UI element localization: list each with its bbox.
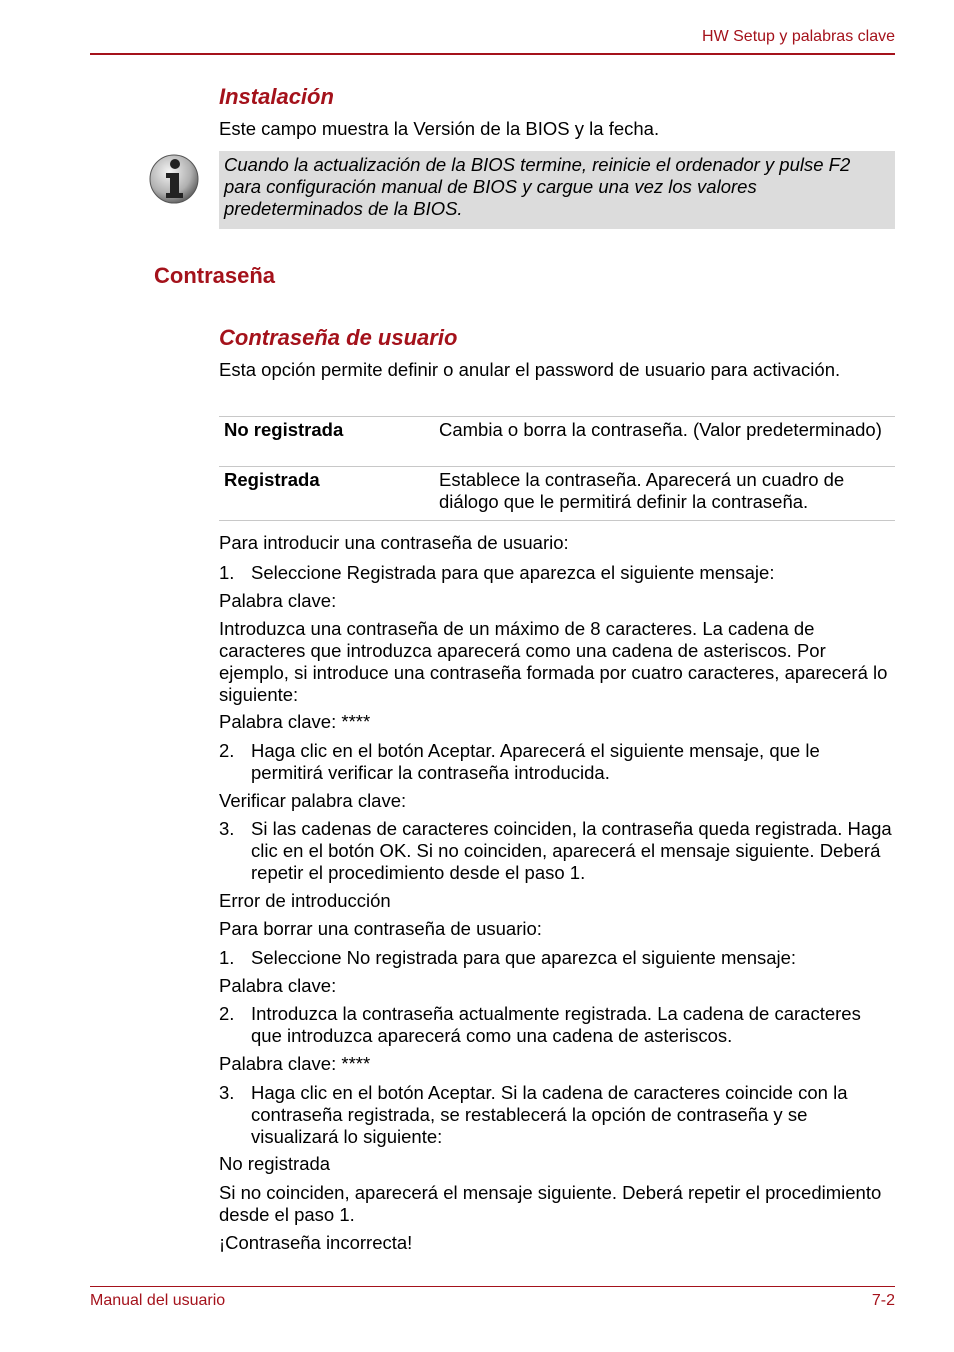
- list-text: Haga clic en el botón Aceptar. Si la cadena de caracteres coincide con la contraseña registrada, se restablecerá la opción de contraseña y se visualizará lo siguiente:: [251, 1082, 848, 1147]
- running-header: HW Setup y palabras clave: [702, 28, 895, 45]
- paragraph: Para borrar una contraseña de usuario:: [219, 918, 542, 939]
- info-icon: [148, 153, 200, 205]
- paragraph: Para introducir una contraseña de usuario:: [219, 532, 569, 553]
- paragraph: Palabra clave:: [219, 975, 337, 996]
- list-item: [219, 1003, 895, 1047]
- list-text: Seleccione Registrada para que aparezca el siguiente mensaje:: [251, 562, 775, 583]
- header-rule: [90, 53, 895, 55]
- list-number: 3.: [219, 818, 235, 839]
- note-box: Cuando la actualización de la BIOS termine, reinicie el ordenador y pulse F2 para configuración manual de BIOS y cargue una vez los valores predeterminados de la BIOS.: [219, 151, 895, 229]
- list-item: [219, 947, 895, 969]
- option-description: Establece la contraseña. Aparecerá un cuadro de diálogo que le permitirá definir la contraseña.: [439, 469, 845, 512]
- options-table: [219, 416, 895, 521]
- table-row: [219, 417, 895, 467]
- user-password-heading: Contraseña de usuario: [219, 325, 458, 350]
- user-password-intro: Esta opción permite definir o anular el password de usuario para activación.: [219, 359, 841, 380]
- paragraph: Palabra clave:: [219, 590, 337, 611]
- option-description: Cambia o borra la contraseña. (Valor predeterminado): [439, 419, 882, 440]
- installation-text: Este campo muestra la Versión de la BIOS y la fecha.: [219, 118, 660, 139]
- paragraph: Error de introducción: [219, 890, 391, 911]
- installation-heading: Instalación: [219, 84, 334, 109]
- list-item: [219, 740, 895, 784]
- footer-rule: [90, 1286, 895, 1287]
- list-text: Si las cadenas de caracteres coinciden, la contraseña queda registrada. Haga clic en el botón OK. Si no coinciden, aparecerá el mensaje siguiente. Deberá repetir el procedimiento desde el paso 1.: [251, 818, 892, 883]
- list-number: 1.: [219, 562, 235, 583]
- paragraph: Palabra clave: ****: [219, 711, 371, 732]
- option-name: Registrada: [224, 469, 320, 490]
- paragraph: Si no coinciden, aparecerá el mensaje siguiente. Deberá repetir el procedimiento desde el paso 1.: [219, 1182, 882, 1225]
- list-item: [219, 818, 895, 884]
- table-row: [219, 467, 895, 521]
- list-item: [219, 1082, 895, 1148]
- paragraph: No registrada: [219, 1153, 331, 1174]
- list-number: 1.: [219, 947, 235, 968]
- paragraph: Palabra clave: ****: [219, 1053, 371, 1074]
- list-text: Haga clic en el botón Aceptar. Aparecerá el siguiente mensaje, que le permitirá verificar la contraseña introducida.: [251, 740, 820, 783]
- footer-title: Manual del usuario: [90, 1292, 226, 1309]
- list-number: 2.: [219, 740, 235, 761]
- page-number: 7-2: [871, 1292, 895, 1309]
- list-text: Seleccione No registrada para que aparezca el siguiente mensaje:: [251, 947, 797, 968]
- list-number: 3.: [219, 1082, 235, 1103]
- list-text: Introduzca la contraseña actualmente registrada. La cadena de caracteres que introduzca aparecerá como una cadena de asteriscos.: [251, 1003, 861, 1046]
- option-name: No registrada: [224, 419, 344, 440]
- list-number: 2.: [219, 1003, 235, 1024]
- paragraph: ¡Contraseña incorrecta!: [219, 1232, 413, 1253]
- paragraph: Introduzca una contraseña de un máximo de 8 caracteres. La cadena de caracteres que introduzca aparecerá como una cadena de asteriscos. Por ejemplo, si introduce una contraseña formada por cuatro caracteres, aparecerá lo siguiente:: [219, 618, 888, 705]
- section-heading-password: Contraseña: [154, 263, 276, 288]
- list-item: [219, 562, 895, 584]
- paragraph: Verificar palabra clave:: [219, 790, 407, 811]
